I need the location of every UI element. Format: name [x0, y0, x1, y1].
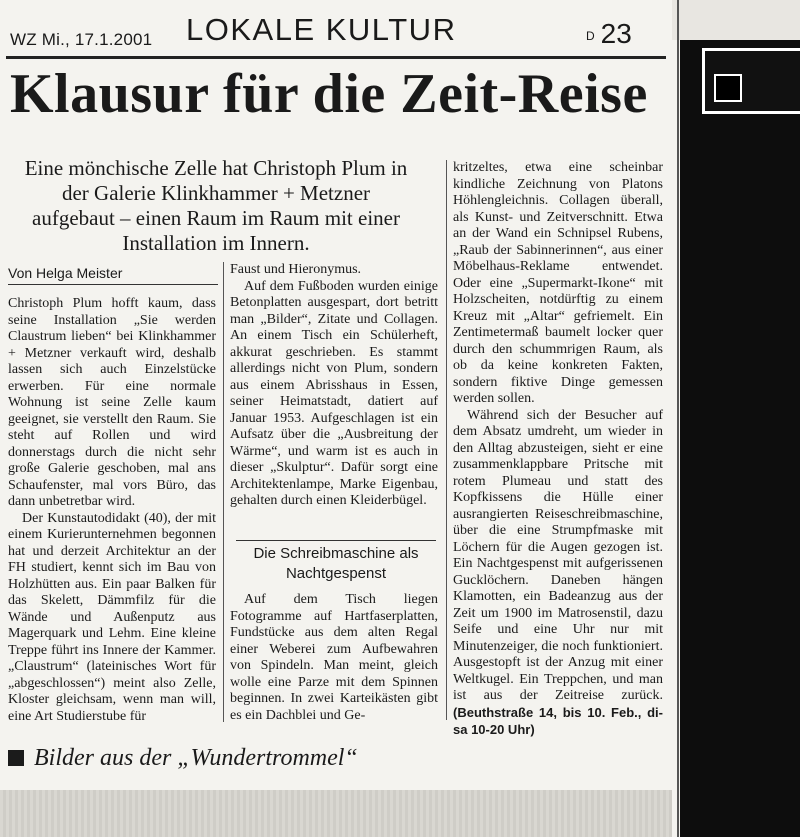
bottom-scan-band: [0, 790, 672, 837]
teaser-text: Bilder aus der „Wundertrommel“: [34, 745, 358, 771]
page-edge-line: [677, 0, 679, 837]
article-column-3: [453, 160, 663, 740]
article-headline: Klausur für die Zeit-Reise: [10, 63, 648, 125]
photo-square-decoration: [714, 74, 742, 102]
article-deck: Eine mönchische Zelle hat Christoph Plum in der Galerie Klinkhammer + Metzner aufgebaut – einen Raum im Raum mit einer Installation im Innern.: [24, 156, 408, 255]
page-number: [586, 18, 632, 50]
paragraph: kritzeltes, etwa eine scheinbar kindliche Zeichnung von Platons Höhlengleichnis. Collagen überall, als Kunst- und Zeitverschnitt. Etwa an der Wand ein Schnipsel Rubens, „Raub der Sabinnerinnen“, aus einer Möbelhaus-Reklame entwendet. Oder eine „Supermarkt-Ikone“ mit Holzscheiten, notdürftig zu einem Kreuz mit „Altar“ gefriemelt. Ein Zentimetermaß baumelt locker quer durch den schummrigen Raum, als ob da keine konkreten Fakten, sondern fiktive Dinge gemessen werden sollen.: [453, 160, 663, 406]
exhibition-address: (Beuthstraße 14, bis 10. Feb., di-sa 10-20 Uhr): [453, 704, 663, 737]
paragraph: Christoph Plum hofft kaum, dass seine Installation „Sie werden Claustrum lieben“ bei Klinkhammer + Metzner verkauft wird, deshalb lassen sich auch Einzelstücke erwerben. Für eine normale Wohnung ist seine Zelle kaum geeignet, sie verstellt den Raum. Sie steht auf Rollen und wird donnerstags durch die nicht sehr große Galerie geschoben, mal ans Schaufenster, mal vors Büro, das dann unbetretbar wird.: [8, 296, 216, 509]
issue-date: WZ Mi., 17.1.2001: [10, 30, 153, 49]
column-divider: [223, 262, 224, 722]
paragraph: [453, 408, 663, 740]
page-header: [6, 8, 670, 54]
page-marker: D: [586, 28, 595, 43]
square-bullet-icon: [8, 750, 24, 766]
column-divider: [446, 160, 447, 720]
article-column-1: [8, 296, 216, 725]
adjacent-page-strip: [672, 0, 800, 40]
header-rule: [6, 56, 666, 59]
paragraph: Faust und Hieronymus.: [230, 262, 362, 277]
section-title: LOKALE KULTUR: [186, 12, 457, 47]
paragraph: Auf dem Tisch liegen Fotogramme auf Hartfaserplatten, Fundstücke aus dem alten Regal einer Weberei zum Aufbewahren von Spindeln. Man meint, gleich wolle eine Parze mit dem Spinnen beginnen. In zwei Karteikästen gibt es ein Dachblei und Ge-: [230, 592, 438, 723]
paragraph-text: Während sich der Besucher auf dem Absatz umdreht, um wieder in den Alltag abzusteigen, sieht er eine zusammenklappbare Pritsche mit rotem Plumeau und statt des Kopfkissens die Hülle einer ausrangierten Reiseschreibmaschine, über die eine Strumpfmaske mit Löchern für die Augen gezogen ist. Ein Nachtgespenst mit aufgerissenen Gucklöchern. Daneben hängen Klamotten, ein Badeanzug aus der Zeit um 1900 im Matrosenstil, dazu Seife und eine Uhr nur mit Minutenzeiger, die noch funktioniert. Ausgestopft ist der Anzug mit einer Weltkugel. Ein Treppchen, und man ist aus der Zeitreise zurück.: [453, 407, 663, 703]
paragraph: Der Kunstautodidakt (40), der mit einem Kurierunternehmen begonnen hat und derzeit Architektur an der FH studiert, kennt sich im Bau von Holzhütten aus. Ein paar Balken für das Skelett, Dämmfilz für die Wände und Außenputz aus Magerquark und Lehm. Eine kleine Treppe führt ins Innere der Kammer. „Claustrum“ (lateinisches Wort für „abgeschlossen“) meint also Zelle, Kloster gleichsam, wenn man will, eine Art Studierstube für: [8, 510, 216, 724]
adjacent-photo: [680, 40, 800, 837]
article-column-2: [230, 262, 438, 510]
byline: Von Helga Meister: [8, 265, 218, 285]
teaser-headline: [8, 745, 468, 772]
paragraph: Auf dem Fußboden wurden einige Betonplatten ausgespart, dort betritt man „Bilder“, Zitate und Collagen. An einem Tisch ein Schülerheft, akkurat geschrieben. Es stammt allerdings nicht von Plum, sondern aus einem Abrisshaus in Essen, seiner Heimatstadt, datiert auf Januar 1953. Aufgeschlagen ist ein Aufsatz über die „Ausbreitung der Wärme“, und warm ist es auch in dieser „Skulptur“. Dafür sorgt eine Architektenlampe, Marke Eigenbau, gehalten durch einen Kleiderbügel.: [230, 278, 438, 508]
page-number-value: 23: [600, 18, 632, 49]
article-column-2-continued: [230, 592, 438, 724]
article-subheading: Die Schreibmaschine als Nachtgespenst: [236, 540, 436, 584]
